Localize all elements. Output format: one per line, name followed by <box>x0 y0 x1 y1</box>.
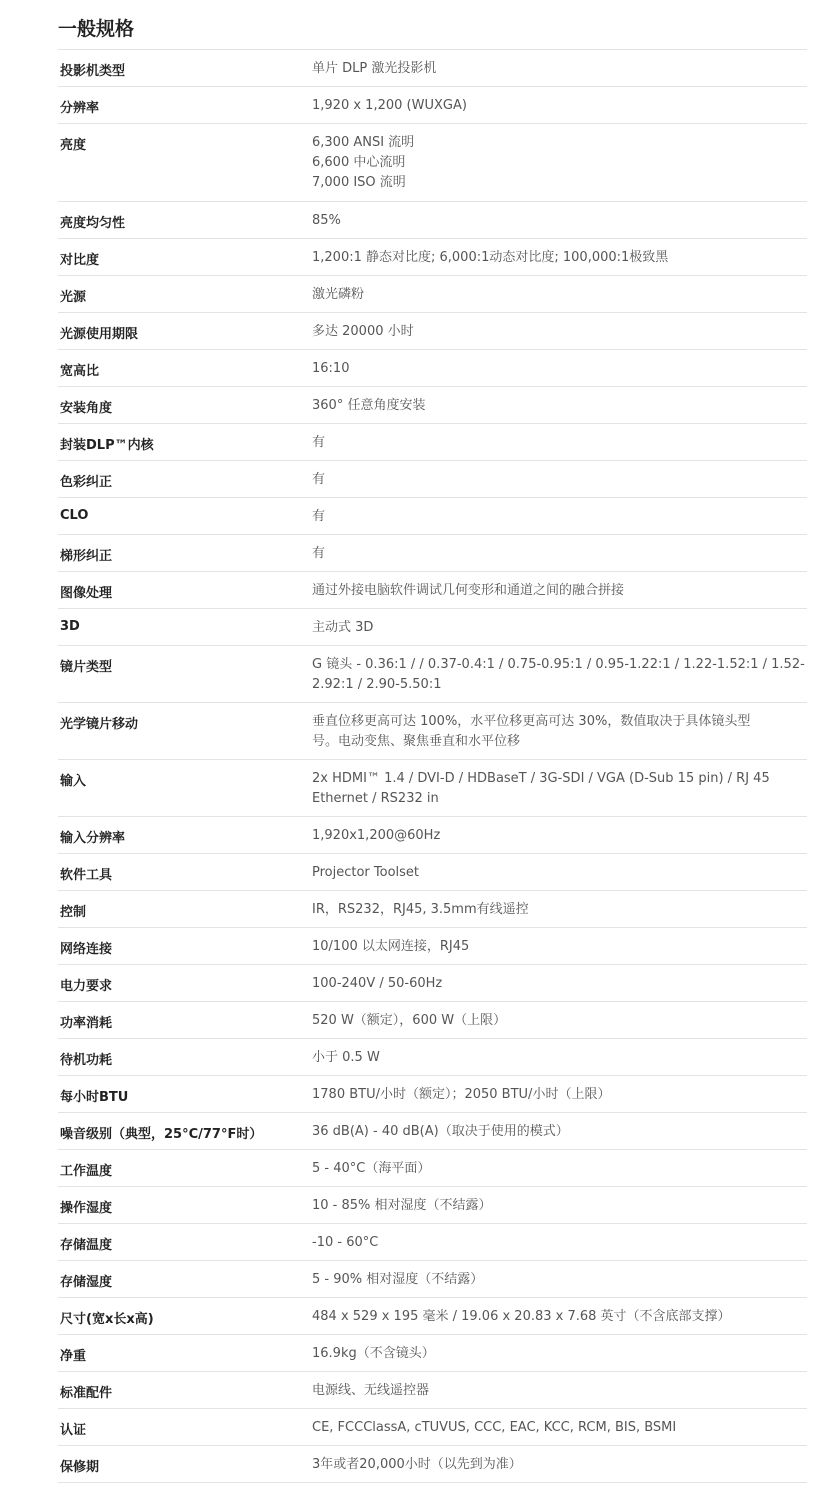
spec-value <box>312 461 807 498</box>
spec-label: 输入 <box>60 774 87 789</box>
spec-value-line: IR，RS232，RJ45, 3.5mm有线遥控 <box>312 902 529 917</box>
spec-label: 电力要求 <box>60 979 113 994</box>
spec-row <box>58 1446 807 1483</box>
spec-value <box>312 350 807 387</box>
spec-value-line: 10 - 85% 相对湿度（不结露） <box>312 1198 492 1213</box>
spec-value <box>312 817 807 854</box>
spec-row <box>58 239 807 276</box>
spec-label: 网络连接 <box>60 942 113 957</box>
spec-label: 存储湿度 <box>60 1275 113 1290</box>
spec-value-line: 有 <box>312 435 326 450</box>
spec-value <box>312 424 807 461</box>
spec-label: 宽高比 <box>60 364 100 379</box>
spec-label: 亮度 <box>60 138 87 153</box>
spec-row <box>58 1076 807 1113</box>
spec-row <box>58 609 807 646</box>
spec-value <box>312 891 807 928</box>
spec-label: 分辨率 <box>60 101 100 116</box>
spec-label: 色彩纠正 <box>60 475 113 490</box>
spec-value <box>312 1298 807 1335</box>
spec-row <box>58 928 807 965</box>
spec-row <box>58 572 807 609</box>
spec-row <box>58 760 807 817</box>
spec-value <box>312 965 807 1002</box>
spec-row <box>58 854 807 891</box>
spec-label: 镜片类型 <box>60 660 113 675</box>
spec-label: CLO <box>60 508 89 523</box>
spec-label: 光学镜片移动 <box>60 717 139 732</box>
spec-label: 操作湿度 <box>60 1201 113 1216</box>
spec-value <box>312 854 807 891</box>
spec-row <box>58 1409 807 1446</box>
spec-value-line: 360° 任意角度安装 <box>312 398 426 413</box>
spec-label: 控制 <box>60 905 87 920</box>
spec-row <box>58 350 807 387</box>
spec-value <box>312 387 807 424</box>
spec-value <box>312 1409 807 1446</box>
spec-row <box>58 50 807 87</box>
spec-value <box>312 1372 807 1409</box>
spec-value-line: 7,000 ISO 流明 <box>312 175 406 190</box>
spec-row <box>58 1150 807 1187</box>
spec-value <box>312 535 807 572</box>
spec-label: 光源使用期限 <box>60 327 139 342</box>
spec-value <box>312 1224 807 1261</box>
spec-value <box>312 239 807 276</box>
spec-row <box>58 817 807 854</box>
spec-label: 输入分辨率 <box>60 831 126 846</box>
spec-row <box>58 1372 807 1409</box>
spec-label: 保修期 <box>60 1460 100 1475</box>
spec-value <box>312 87 807 124</box>
spec-label: 工作温度 <box>60 1164 113 1179</box>
spec-row <box>58 1113 807 1150</box>
spec-value <box>312 276 807 313</box>
spec-value-line: 通过外接电脑软件调试几何变形和通道之间的融合拼接 <box>312 583 625 598</box>
spec-value-line: CE, FCCClassA, cTUVUS, CCC, EAC, KCC, RCM, BIS, BSMI <box>312 1420 677 1435</box>
spec-value-line: -10 - 60°C <box>312 1235 379 1250</box>
spec-value-line: 520 W（额定），600 W（上限） <box>312 1013 507 1028</box>
spec-row <box>58 124 807 202</box>
spec-label: 噪音级别（典型，25°C/77°F时） <box>60 1127 263 1142</box>
spec-row <box>58 1298 807 1335</box>
spec-label: 图像处理 <box>60 586 113 601</box>
spec-row <box>58 646 807 703</box>
spec-row <box>58 1002 807 1039</box>
spec-value-line: 85% <box>312 213 341 228</box>
spec-value <box>312 1150 807 1187</box>
spec-row <box>58 87 807 124</box>
spec-row <box>58 891 807 928</box>
spec-label: 投影机类型 <box>60 64 126 79</box>
spec-value-line: 1,920x1,200@60Hz <box>312 828 441 843</box>
spec-row <box>58 202 807 239</box>
spec-value-line: 1,920 x 1,200 (WUXGA) <box>312 98 467 113</box>
spec-row <box>58 1335 807 1372</box>
spec-label: 梯形纠正 <box>60 549 113 564</box>
spec-label: 对比度 <box>60 253 100 268</box>
spec-label: 存储温度 <box>60 1238 113 1253</box>
spec-value <box>312 1076 807 1113</box>
spec-value-line: 2.92:1 / 2.90-5.50:1 <box>312 677 442 692</box>
spec-value-line: G 镜头 - 0.36:1 / / 0.37-0.4:1 / 0.75-0.95:1 / 0.95-1.22:1 / 1.22-1.52:1 / 1.52- <box>312 657 805 672</box>
spec-value <box>312 572 807 609</box>
spec-label: 亮度均匀性 <box>60 216 126 231</box>
spec-row <box>58 461 807 498</box>
spec-table-body <box>58 50 807 1483</box>
spec-label: 认证 <box>60 1423 87 1438</box>
spec-value-line: 5 - 40°C（海平面） <box>312 1161 431 1176</box>
spec-row <box>58 387 807 424</box>
spec-value-line: Ethernet / RS232 in <box>312 791 439 806</box>
spec-row <box>58 313 807 350</box>
spec-value <box>312 646 807 703</box>
spec-label: 尺寸(宽x长x高) <box>60 1312 154 1327</box>
spec-row <box>58 1224 807 1261</box>
spec-value-line: 3年或者20,000小时（以先到为准） <box>312 1457 522 1472</box>
spec-value <box>312 50 807 87</box>
spec-row <box>58 1261 807 1298</box>
spec-row <box>58 424 807 461</box>
spec-value <box>312 1113 807 1150</box>
spec-value <box>312 703 807 760</box>
spec-row <box>58 498 807 535</box>
spec-value-line: 1,200:1 静态对比度; 6,000:1动态对比度; 100,000:1极致黑 <box>312 250 669 265</box>
spec-value-line: 有 <box>312 472 326 487</box>
spec-value-line: 号。电动变焦、聚焦垂直和水平位移 <box>312 734 521 749</box>
spec-value <box>312 1039 807 1076</box>
spec-label: 安装角度 <box>60 401 113 416</box>
spec-value-line: 单片 DLP 激光投影机 <box>312 61 437 76</box>
spec-label: 待机功耗 <box>60 1053 113 1068</box>
spec-value <box>312 1187 807 1224</box>
spec-value <box>312 313 807 350</box>
spec-label: 光源 <box>60 290 87 305</box>
spec-label: 每小时BTU <box>60 1090 129 1105</box>
spec-value-line: 6,600 中心流明 <box>312 155 406 170</box>
spec-table <box>58 49 807 1483</box>
spec-row <box>58 535 807 572</box>
spec-value-line: 10/100 以太网连接，RJ45 <box>312 939 470 954</box>
spec-value <box>312 202 807 239</box>
spec-value-line: Projector Toolset <box>312 865 420 880</box>
spec-value-line: 电源线、无线遥控器 <box>312 1383 430 1398</box>
spec-value-line: 100-240V / 50-60Hz <box>312 976 443 991</box>
spec-label: 净重 <box>60 1349 87 1364</box>
spec-value-line: 有 <box>312 546 326 561</box>
spec-value-line: 2x HDMI™ 1.4 / DVI-D / HDBaseT / 3G-SDI / VGA (D-Sub 15 pin) / RJ 45 <box>312 771 770 786</box>
spec-value-line: 主动式 3D <box>312 620 374 635</box>
spec-value <box>312 1335 807 1372</box>
spec-value-line: 垂直位移更高可达 100%，水平位移更高可达 30%，数值取决于具体镜头型 <box>312 714 751 729</box>
spec-value <box>312 609 807 646</box>
spec-label: 标准配件 <box>60 1386 113 1401</box>
spec-value <box>312 928 807 965</box>
spec-value-line: 36 dB(A) - 40 dB(A)（取决于使用的模式） <box>312 1124 569 1139</box>
spec-value <box>312 1446 807 1483</box>
spec-value-line: 激光磷粉 <box>312 287 365 302</box>
spec-value-line: 1780 BTU/小时（额定）；2050 BTU/小时（上限） <box>312 1087 611 1102</box>
spec-value-line: 小于 0.5 W <box>312 1050 380 1065</box>
spec-label: 3D <box>60 619 80 634</box>
spec-value <box>312 1002 807 1039</box>
spec-row <box>58 703 807 760</box>
spec-value-line: 5 - 90% 相对湿度（不结露） <box>312 1272 484 1287</box>
spec-row <box>58 965 807 1002</box>
spec-row <box>58 1039 807 1076</box>
section-title: 一般规格 <box>58 18 135 40</box>
spec-label: 功率消耗 <box>60 1016 113 1031</box>
spec-value-line: 有 <box>312 509 326 524</box>
spec-row <box>58 276 807 313</box>
spec-value-line: 16.9kg（不含镜头） <box>312 1346 435 1361</box>
spec-value-line: 484 x 529 x 195 毫米 / 19.06 x 20.83 x 7.68 英寸（不含底部支撑） <box>312 1309 731 1324</box>
spec-value-line: 6,300 ANSI 流明 <box>312 135 415 150</box>
spec-value <box>312 760 807 817</box>
spec-label: 软件工具 <box>60 868 113 883</box>
spec-row <box>58 1187 807 1224</box>
spec-label: 封装DLP™内核 <box>60 438 154 453</box>
spec-value <box>312 124 807 202</box>
spec-value <box>312 1261 807 1298</box>
spec-value <box>312 498 807 535</box>
spec-value-line: 多达 20000 小时 <box>312 324 414 339</box>
spec-value-line: 16:10 <box>312 361 350 376</box>
